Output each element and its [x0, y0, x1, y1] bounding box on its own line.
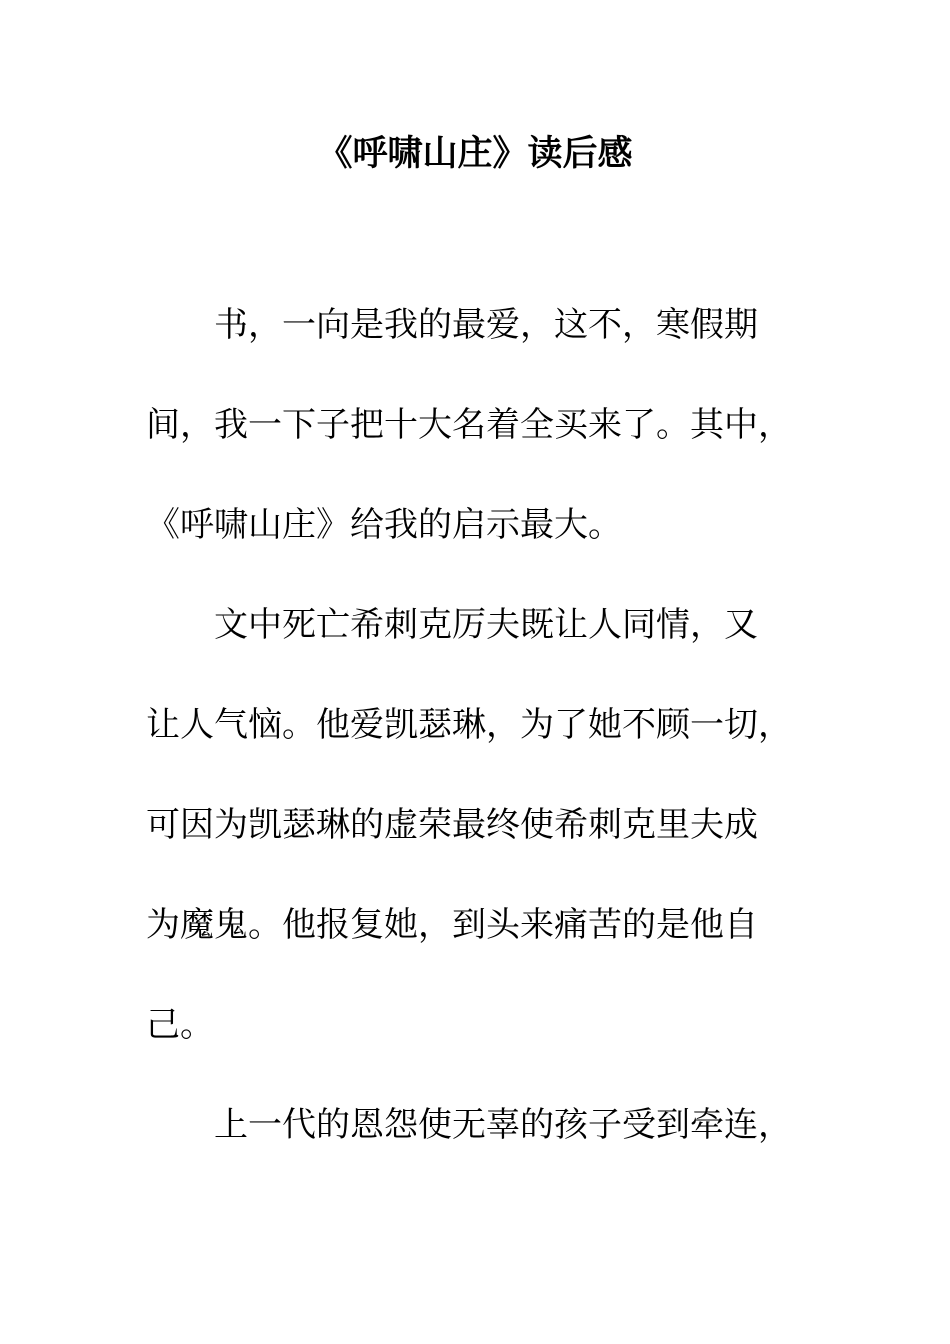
paragraph-2-line-5: 己。	[146, 1005, 214, 1045]
document-title: 《呼啸山庄》读后感	[317, 134, 633, 174]
paragraph-2-line-4: 为魔鬼。他报复她，到头来痛苦的是他自	[146, 905, 758, 945]
paragraph-2-line-3: 可因为凯瑟琳的虚荣最终使希刺克里夫成	[146, 805, 758, 845]
paragraph-1-line-2: 间，我一下子把十大名着全买来了。其中，	[146, 405, 792, 445]
paragraph-2-line-1: 文中死亡希刺克厉夫既让人同情，又	[214, 605, 758, 645]
paragraph-3-line-1: 上一代的恩怨使无辜的孩子受到牵连，	[214, 1105, 792, 1145]
paragraph-1-line-3: 《呼啸山庄》给我的启示最大。	[146, 505, 622, 545]
paragraph-2-line-2: 让人气恼。他爱凯瑟琳，为了她不顾一切，	[146, 705, 792, 745]
paragraph-1-line-1: 书，一向是我的最爱，这不，寒假期	[214, 305, 758, 345]
